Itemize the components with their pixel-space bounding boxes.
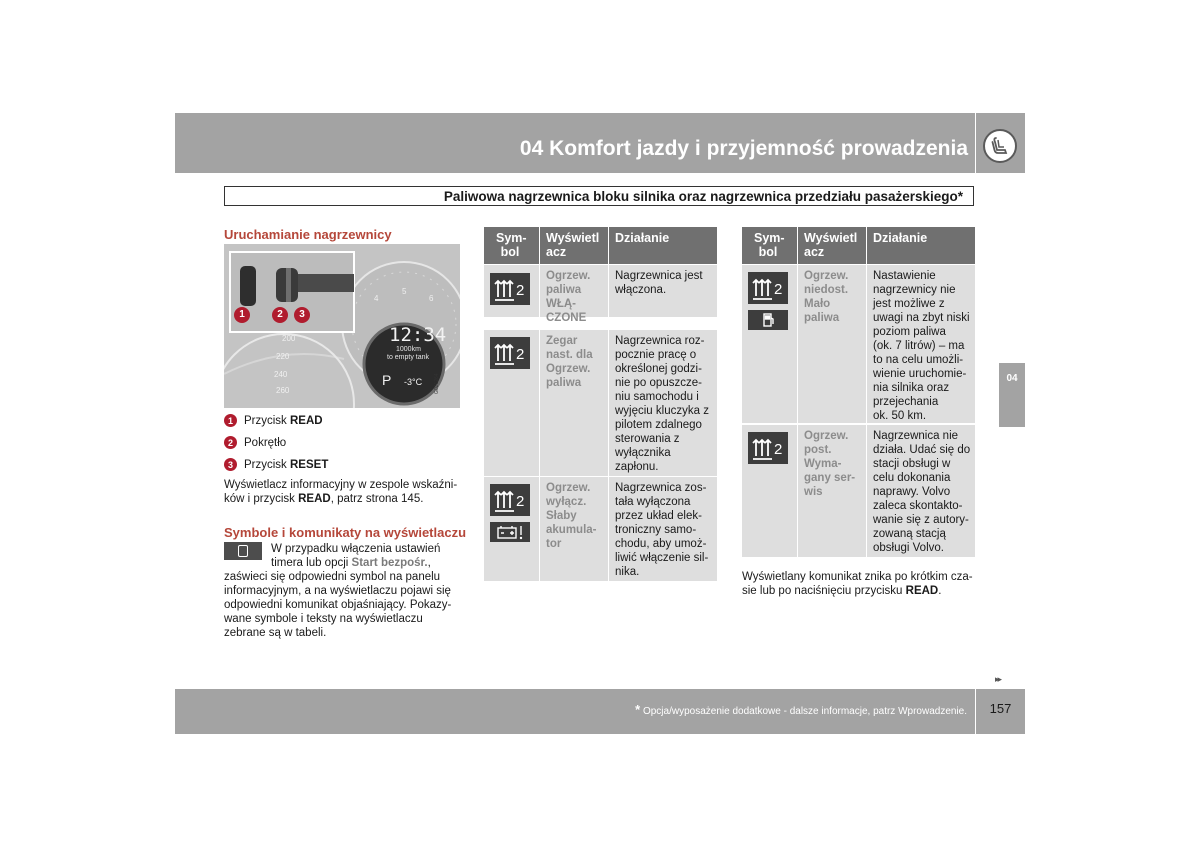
callout-marker-1: 1 — [234, 307, 250, 323]
callout-item — [224, 458, 328, 471]
footer-note: * Opcja/wyposażenie dodatkowe - dalsze informacje, patrz Wprowadzenie. — [635, 702, 967, 717]
paragraph-line: odpowiedni komunikat objaśniający. Pokazy- — [224, 599, 452, 611]
callout-text: Pokrętło — [244, 436, 287, 449]
paragraph-line: zebrane są w tabeli. — [224, 627, 327, 639]
heading-symbols-messages: Symbole i komunikaty na wyświetlaczu — [224, 525, 467, 540]
callout-marker-2: 2 — [272, 307, 288, 323]
fuel-heater-icon — [490, 484, 530, 516]
page-number-box — [976, 689, 1025, 734]
paragraph-line: Wyświetlacz informacyjny w zespole wskaźni- — [224, 479, 458, 491]
header-symbol: Sym- bol — [496, 231, 527, 259]
display-text: Ogrzew. paliwa WŁĄ- CZONE — [546, 270, 591, 324]
seat-comfort-icon — [983, 129, 1017, 163]
chapter-tab-label: 04 — [1006, 373, 1018, 384]
fuel-heater-icon — [490, 273, 530, 305]
table-row — [742, 425, 975, 557]
table-row — [742, 265, 975, 423]
heading-start-heater: Uruchamianie nagrzewnicy — [224, 227, 392, 242]
header-display: Wyświetl acz — [546, 231, 600, 259]
paragraph-line: ków i przycisk READ, patrz strona 145. — [224, 493, 424, 505]
display-range-label: to empty tank — [387, 354, 430, 361]
display-text: Ogrzew. wyłącz. Słaby akumula- tor — [546, 482, 597, 550]
instrument-cluster-photo — [224, 244, 460, 408]
display-range: 1000km — [396, 346, 421, 353]
paragraph-display-info — [224, 478, 464, 506]
speedo-label: 220 — [276, 352, 290, 361]
fuel-heater-icon — [748, 272, 788, 304]
info-icon — [224, 542, 262, 560]
header-action: Działanie — [615, 231, 670, 245]
callout-item — [224, 414, 323, 427]
callout-text: Przycisk — [244, 414, 290, 427]
table-row — [484, 330, 717, 476]
paragraph-line: informacyjnym, a na wyświetlaczu pojawi się — [224, 585, 451, 597]
action-text: Nagrzewnica nie działa. Udać się do stacji obsługi w celu dokonania naprawy. Volvo zaleca skontakto- wanie się z autory- zowaną stacją obsługi Volvo. — [873, 430, 971, 554]
action-text: Nagrzewnica roz- pocznie pracę o określonej godzi- nie po opuszcze- niu samochodu i wyjęciu kluczyka z pilotem zdalnego sterowania z wyłącznika zapłonu. — [615, 335, 709, 473]
svg-text:2: 2 — [774, 441, 783, 458]
rpm-label: 4 — [374, 294, 379, 303]
chapter-side-tab — [999, 363, 1025, 427]
action-text: Nagrzewnica zos- tała wyłączona przez układ elek- troniczny samo- chodu, aby umoż- liwić włączenie sil- nika. — [615, 482, 709, 578]
header-display: Wyświetl acz — [804, 231, 858, 259]
action-text: Nastawienie nagrzewnicy nie jest możliwe z uwagi na zbyt niski poziom paliwa (ok. 7 litrów) – ma to na celu umożli- wienie uruchomie- nia silnika oraz przejechania ok. 50 km. — [873, 270, 970, 422]
svg-text:2: 2 — [516, 346, 525, 363]
table-header — [484, 227, 717, 264]
image-code: G021264 — [434, 373, 440, 394]
table-header — [742, 227, 975, 264]
symbols-table-2 — [742, 227, 975, 557]
display-clock: 12:34 — [389, 324, 447, 346]
display-gear: P — [382, 372, 392, 388]
chapter-icon-box — [976, 113, 1025, 173]
action-text: Nagrzewnica jest włączona. — [615, 270, 703, 296]
svg-text:2: 2 — [516, 493, 525, 510]
header-symbol: Sym- bol — [754, 231, 785, 259]
callout-text: Przycisk — [244, 458, 290, 471]
start-direct-link: Start bezpośr. — [351, 557, 428, 569]
callout-bold: RESET — [290, 458, 329, 471]
paragraph-line: Wyświetlany komunikat znika po krótkim cza- — [742, 571, 973, 583]
callout-number: 2 — [224, 436, 237, 449]
callout-bold: READ — [290, 414, 323, 427]
section-title: Paliwowa nagrzewnica bloku silnika oraz nagrzewnica przedziału pasażerskiego* — [443, 189, 963, 204]
section-title-box — [224, 186, 974, 206]
header-action: Działanie — [873, 231, 928, 245]
table-row — [484, 477, 717, 581]
rpm-label: 5 — [402, 287, 407, 296]
callout-number: 1 — [224, 414, 237, 427]
page-number: 157 — [989, 701, 1012, 716]
callout-number: 3 — [224, 458, 237, 471]
paragraph-line: timera lub opcji Start bezpośr., — [271, 557, 431, 569]
svg-text:2: 2 — [516, 282, 525, 299]
fuel-heater-icon — [748, 432, 788, 464]
fuel-pump-icon — [748, 310, 788, 330]
chapter-title: 04 Komfort jazdy i przyjemność prowadzenia — [519, 137, 968, 160]
paragraph-line: zaświeci się odpowiedni symbol na panelu — [224, 571, 441, 583]
display-text: Zegar nast. dla Ogrzew. paliwa — [546, 335, 593, 389]
speedo-label: 260 — [276, 386, 290, 395]
battery-warning-icon — [490, 522, 530, 542]
display-temperature: -3°C — [404, 377, 423, 387]
paragraph-line: wane symbole i teksty na wyświetlaczu — [224, 613, 423, 625]
continue-arrows-icon: ▸▸ — [995, 674, 1001, 684]
display-text: Ogrzew. post. Wyma- gany ser- wis — [804, 430, 856, 498]
display-text: Ogrzew. niedost. Mało paliwa — [804, 270, 849, 324]
paragraph-line: W przypadku włączenia ustawień — [271, 543, 441, 555]
symbols-table-1 — [484, 227, 717, 581]
callout-item — [224, 436, 286, 449]
svg-text:2: 2 — [774, 281, 783, 298]
paragraph-line: sie lub po naciśnięciu przycisku READ. — [742, 585, 942, 597]
rpm-label: 6 — [429, 294, 434, 303]
callout-marker-3: 3 — [294, 307, 310, 323]
table-row — [484, 265, 717, 324]
speedo-label: 200 — [282, 334, 296, 343]
speedo-label: 240 — [274, 370, 288, 379]
fuel-heater-timer-icon — [490, 337, 530, 369]
